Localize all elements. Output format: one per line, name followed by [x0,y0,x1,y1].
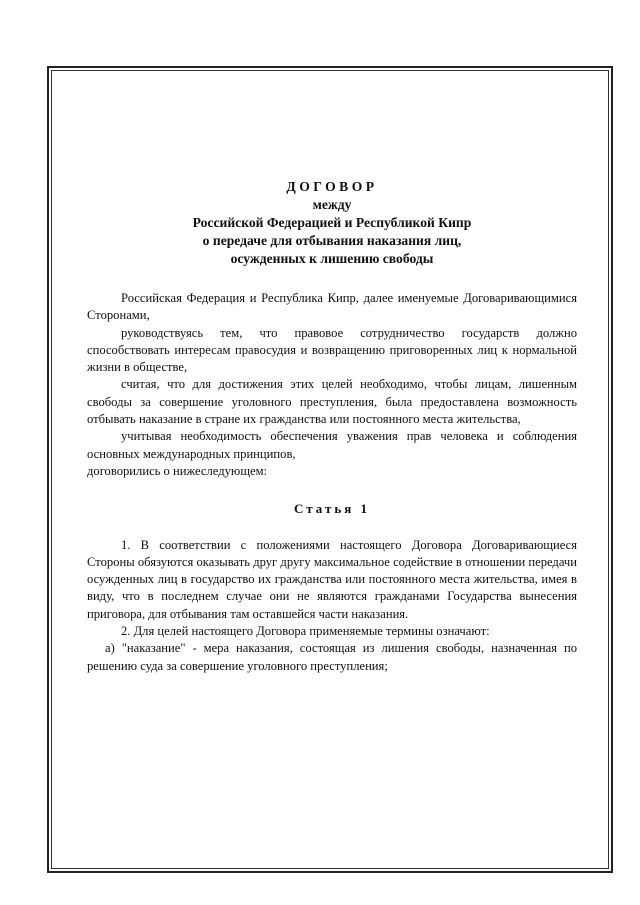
preamble-paragraph-3: считая, что для достижения этих целей необходимо, чтобы лицам, лишенным свободы за совершение уголовного преступления, была предоставлена возможность отбывать наказание в стране их гражданства или постоянного места жительства, [87,377,577,427]
document-body [87,178,577,675]
article-paragraph-2: 2. Для целей настоящего Договора применяемые термины означают: [121,624,490,639]
agreed-line: договорились о нижеследующем: [87,463,268,478]
preamble-paragraph-4: учитывая необходимость обеспечения уважения прав человека и соблюдения основных международных принципов, [87,429,577,461]
article-paragraph-1: 1. В соответствии с положениями настоящего Договора Договаривающиеся Стороны обязуются оказывать друг другу максимальное содействие в отношении передачи осужденных лиц в государство их гражданства или постоянного места жительства, имея в виду, что в последнем случае они не являются гражданами Государства вынесения приговора, для отбывания там оставшейся части наказания. [87,537,577,621]
title-between: между [312,197,352,212]
preamble-paragraph-1: Российская Федерация и Республика Кипр, далее именуемые Договаривающимися Сторонами, [87,291,577,323]
document-title: ДОГОВОР [286,179,378,194]
title-subject-2: осужденных к лишению свободы [230,251,434,266]
title-parties: Российской Федерацией и Республикой Кипр [192,215,472,230]
title-subject-1: о передаче для отбывания наказания лиц, [202,233,462,248]
article-heading: Статья 1 [294,501,370,517]
article-paragraph-2a: а) "наказание" - мера наказания, состоящая из лишения свободы, назначенная по решению суда за совершение уголовного преступления; [87,641,577,673]
preamble-paragraph-2: руководствуясь тем, что правовое сотрудничество государств должно способствовать интересам правосудия и возвращению приговоренных лиц к нормальной жизни в обществе, [87,325,577,375]
